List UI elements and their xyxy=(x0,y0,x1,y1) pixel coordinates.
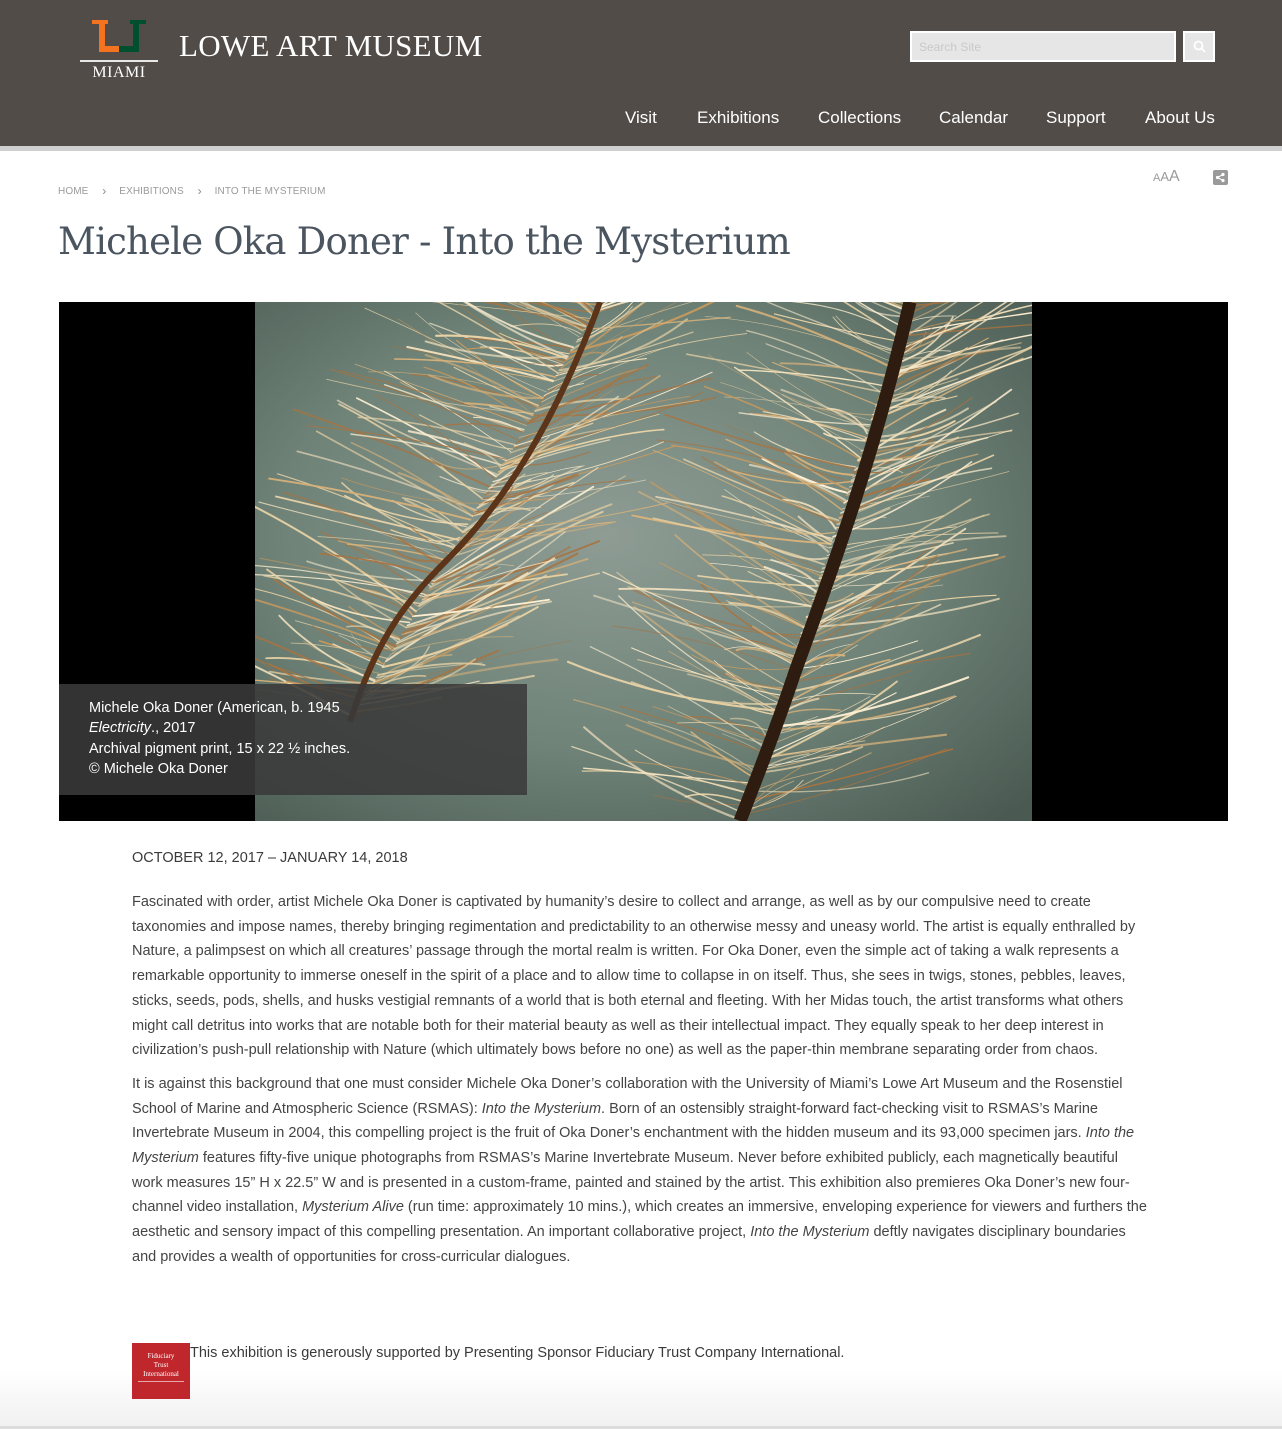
caption-title-line xyxy=(89,718,527,738)
header-divider xyxy=(0,146,1282,151)
sponsor-logo-line: Trust xyxy=(153,1361,169,1369)
main-nav xyxy=(0,108,1282,132)
nav-support[interactable]: Support xyxy=(1046,108,1106,127)
exhibition-title-ref: Into the Mysterium xyxy=(481,1100,602,1117)
text-size-medium[interactable]: A xyxy=(1160,169,1170,184)
um-logo[interactable] xyxy=(78,14,160,84)
u-logo-icon xyxy=(90,18,148,56)
paragraph-text: features fifty-five unique photographs from RSMAS’s Marine Invertebrate Museum. Never before exhibited publicly, each magnetically beautiful work measures 15” H x 22.5” W and is presented in a custom-frame, painted and stained by the artist. This exhibition also premieres Oka Doner’s new four-channel video installation, xyxy=(132,1150,1130,1216)
video-title-ref: Mysterium Alive xyxy=(302,1199,404,1216)
nav-collections[interactable]: Collections xyxy=(818,108,902,127)
caption-artist: Michele Oka Doner (American, b. 1945 xyxy=(89,700,340,716)
search-icon xyxy=(1193,40,1206,53)
logo-divider xyxy=(80,60,158,62)
page-title: Michele Oka Doner - Into the Mysterium xyxy=(58,220,790,263)
sponsor-logo-line: Fiduciary xyxy=(147,1352,175,1360)
share-glyph-icon xyxy=(1213,170,1228,185)
footer-fade xyxy=(0,1370,1282,1429)
paragraph-intro: Fascinated with order, artist Michele Oka Doner is captivated by humanity’s desire to collect and arrange, as well as by our compulsive need to create taxonomies and impose names, thereby bringing regimentation and predictability to an otherwise messy and uneasy world. The artist is equally enthralled by Nature, a palimpsest on which all creatures’ passage through the mortal realm is written. For Oka Doner, even the simple act of taking a walk represents a remarkable opportunity to immerse oneself in the spirit of a place and to allow time to collapse in on itself. Thus, she sees in twigs, stones, pebbles, leaves, sticks, seeds, pods, shells, and husks vestigial remnants of a world that is both eternal and fleeting. With her Midas touch, the artist transforms what others might call detritus into works that are notable both for their material beauty as well as their intellectual impact. They equally speak to her deep interest in civilization’s push-pull relationship with Nature (which ultimately bows before no one) as well as the paper-thin membrane separating order from chaos. xyxy=(132,894,1136,1059)
search-input[interactable] xyxy=(910,31,1176,62)
caption-title: Electricity xyxy=(89,720,152,737)
nav-about-us[interactable]: About Us xyxy=(1145,108,1215,127)
caption-copyright: © Michele Oka Doner xyxy=(89,760,228,777)
chevron-right-icon: › xyxy=(102,184,107,198)
breadcrumb-exhibitions[interactable]: EXHIBITIONS xyxy=(119,185,184,197)
sponsor-logo-line: International xyxy=(143,1370,179,1378)
exhibition-content xyxy=(132,850,1152,1279)
logo-text: MIAMI xyxy=(92,64,146,81)
nav-exhibitions[interactable]: Exhibitions xyxy=(697,108,780,127)
sponsor-logo[interactable] xyxy=(132,1343,190,1399)
caption-medium: Archival pigment print, 15 x 22 ½ inches. xyxy=(89,740,351,757)
breadcrumb-current: INTO THE MYSTERIUM xyxy=(214,185,326,197)
paragraph-text: (run time: approximately 10 mins.), which creates an immersive, enveloping experience for viewers and furthers the aesthetic and sensory impact of this compelling presentation. An important collaborative project, xyxy=(132,1199,1147,1241)
caption-year: ., 2017 xyxy=(151,720,196,737)
hero-image-frame xyxy=(59,302,1228,821)
breadcrumb-home[interactable]: HOME xyxy=(58,185,89,197)
nav-visit[interactable]: Visit xyxy=(625,108,657,127)
chevron-right-icon: › xyxy=(197,184,202,198)
share-icon[interactable] xyxy=(1213,170,1228,185)
image-caption xyxy=(59,684,527,795)
paragraph-text: It is against this background that one must consider Michele Oka Doner’s collaboration with the University of Miami’s Lowe Art Museum and the Rosenstiel School of Marine and Atmospheric Science (RSMAS): xyxy=(132,1075,1123,1117)
sponsor-text: This exhibition is generously supported by Presenting Sponsor Fiduciary Trust Company International. xyxy=(190,1345,845,1361)
breadcrumb xyxy=(58,184,326,198)
paragraph-collaboration xyxy=(132,1072,1152,1270)
exhibition-title-ref: Into the Mysterium xyxy=(132,1125,1135,1167)
nav-calendar[interactable]: Calendar xyxy=(939,108,1008,127)
paragraph-text: deftly navigates disciplinary boundaries and provides a wealth of opportunities for cross-curricular dialogues. xyxy=(132,1224,1126,1265)
site-header xyxy=(0,0,1282,146)
museum-name[interactable]: LOWE ART MUSEUM xyxy=(179,28,483,63)
paragraph-text: . Born of an ostensibly straight-forward fact-checking visit to RSMAS’s Marine Invertebrate Museum in 2004, this compelling project is the fruit of Oka Doner’s enchantment with the hidden museum and its 93,000 specimen jars. xyxy=(132,1100,1098,1142)
exhibition-title-ref: Into the Mysterium xyxy=(750,1224,870,1241)
exhibition-dates: OCTOBER 12, 2017 – JANUARY 14, 2018 xyxy=(132,850,408,866)
text-size-large[interactable]: A xyxy=(1169,168,1180,185)
text-size-control[interactable] xyxy=(1153,168,1180,186)
text-size-small[interactable]: A xyxy=(1153,172,1161,184)
search-button[interactable] xyxy=(1183,31,1215,62)
